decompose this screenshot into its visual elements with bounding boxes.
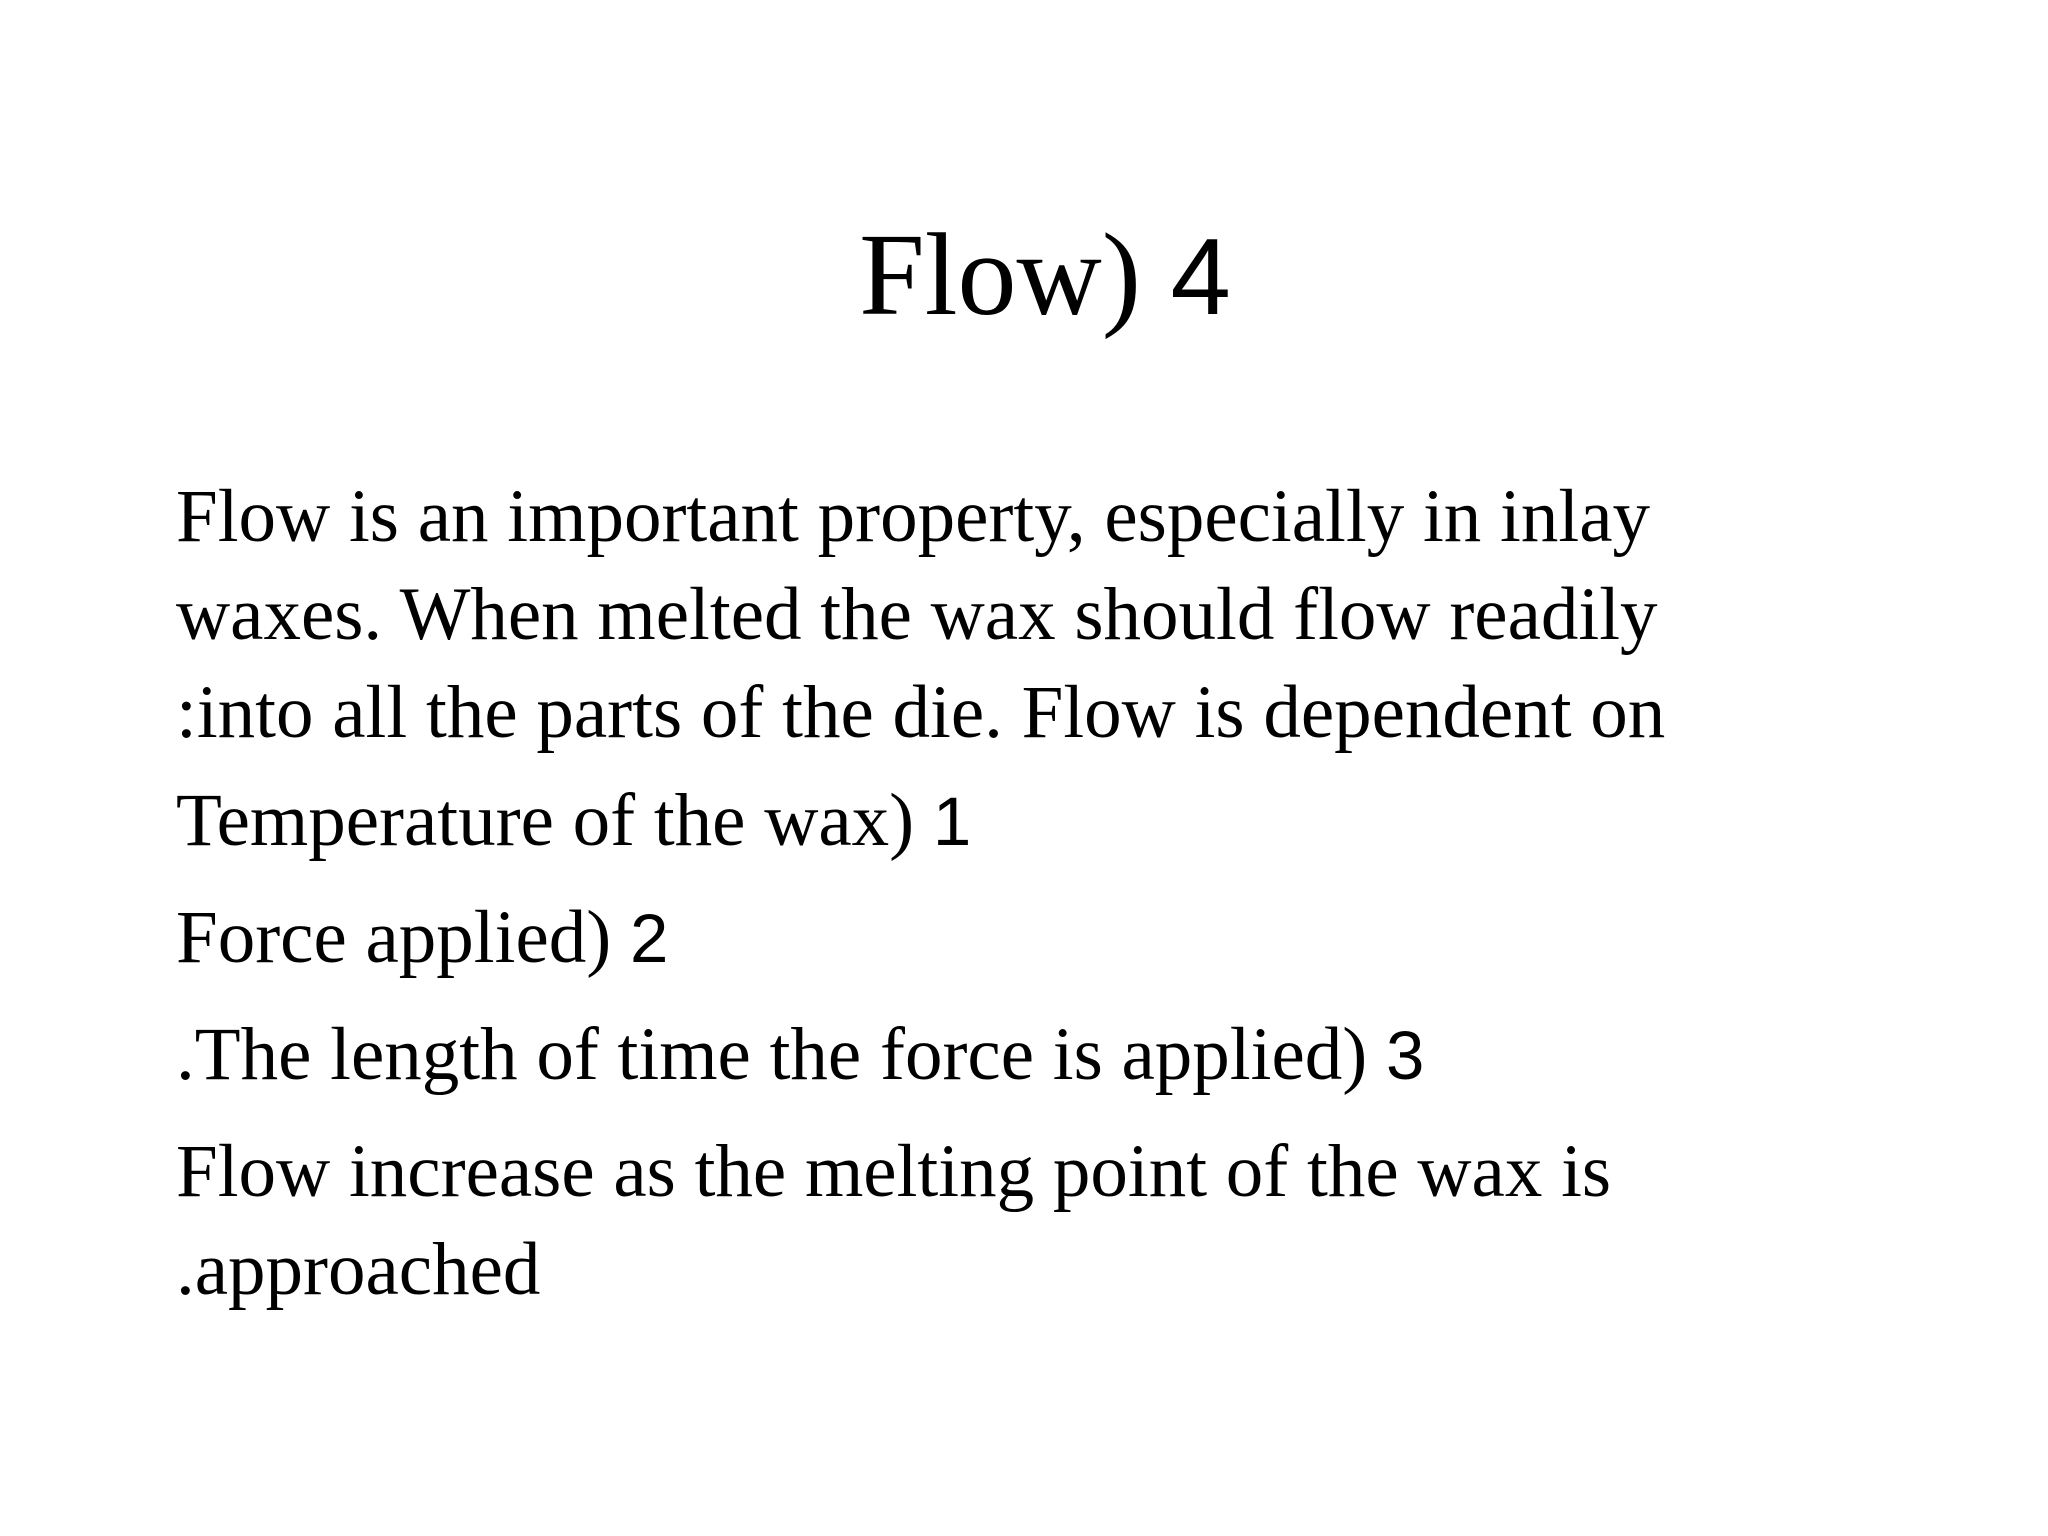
slide-title: [0, 200, 2048, 353]
slide-title-text: Flow): [859, 209, 1171, 340]
list-item-text: .The length of time the force is applied): [176, 1013, 1386, 1096]
list-item-number: 1: [932, 783, 972, 860]
list-item-number: 3: [1386, 1017, 1425, 1094]
list-item-1: [176, 772, 2016, 871]
intro-line: Flow is an important property, especially in inlay: [176, 475, 1650, 558]
closing-line: Flow increase as the melting point of the wax is: [176, 1130, 1612, 1213]
list-item-number: 2: [630, 900, 669, 977]
intro-paragraph: [176, 468, 2016, 762]
list-item-text: Force applied): [176, 896, 630, 979]
intro-line: :into all the parts of the die. Flow is dependent on: [176, 671, 1666, 754]
intro-line: waxes. When melted the wax should flow readily: [176, 573, 1658, 656]
slide-title-number: 4: [1170, 217, 1231, 338]
list-item-2: [176, 889, 2016, 988]
list-item-text: Temperature of the wax): [176, 779, 933, 862]
list-item-3: [176, 1006, 2016, 1105]
closing-line: .approached: [176, 1228, 541, 1311]
closing-paragraph: [176, 1123, 2016, 1319]
